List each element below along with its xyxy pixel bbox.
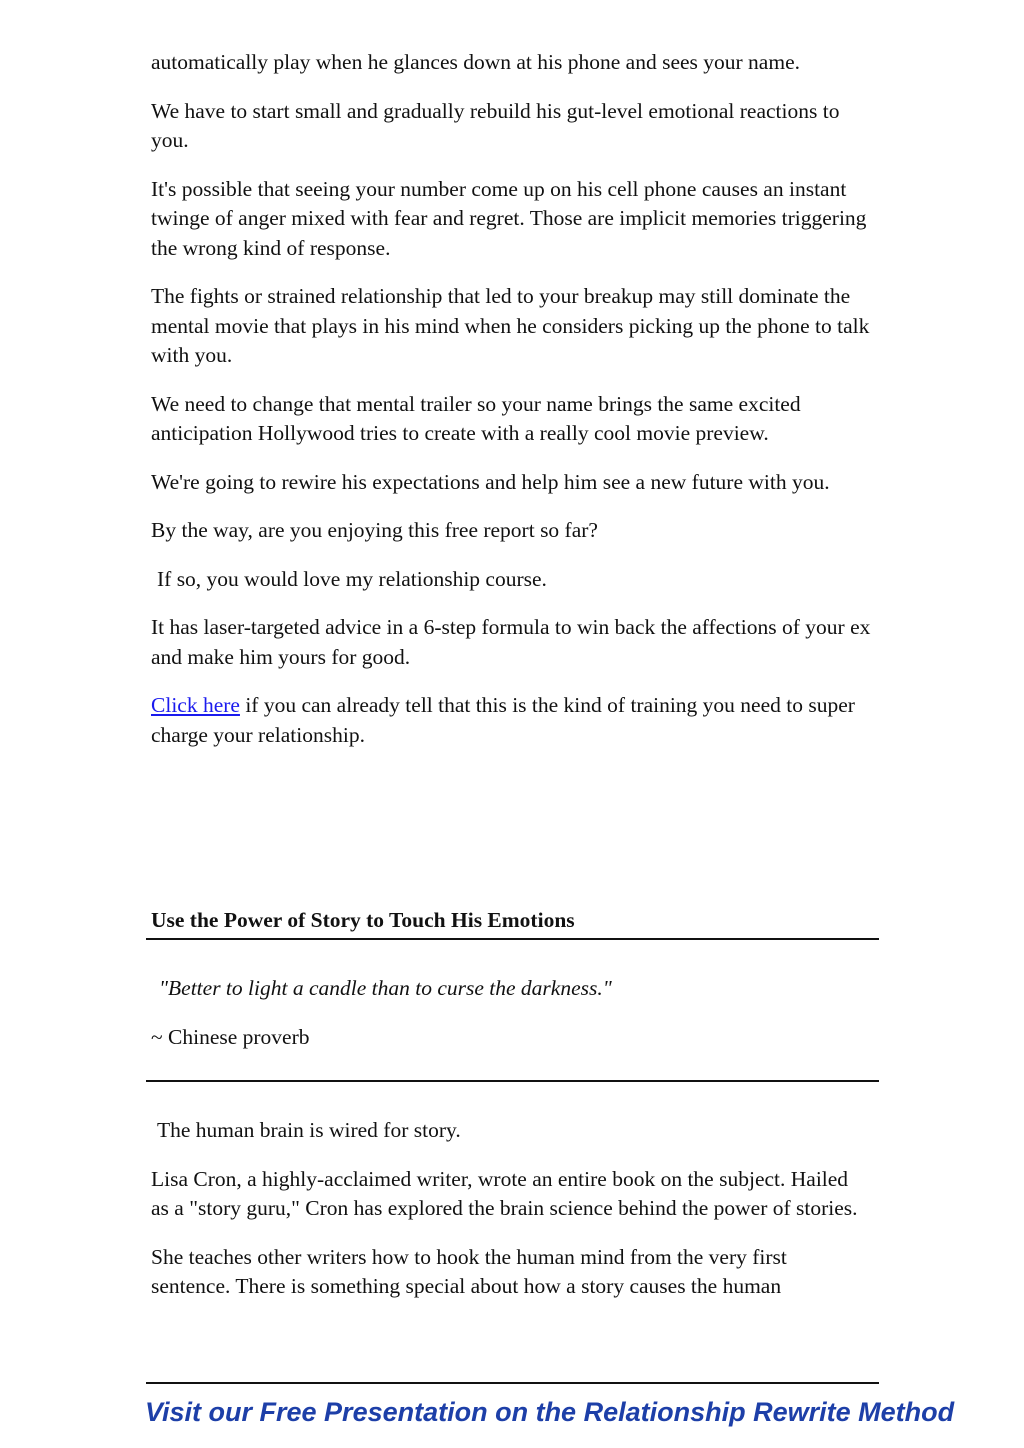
paragraph: We're going to rewire his expectations and help him see a new future with you. xyxy=(151,469,830,494)
heading-divider xyxy=(146,938,879,940)
paragraph: By the way, are you enjoying this free report so far? xyxy=(151,518,598,542)
paragraph: If so, you would love my relationship course. xyxy=(157,566,547,591)
footer-presentation-link[interactable]: Visit our Free Presentation on the Relationship Rewrite Method xyxy=(145,1397,955,1427)
quote-attribution: ~ Chinese proverb xyxy=(151,1025,310,1049)
cta-text: if you can already tell that this is the kind of training you need to super charge your relationship. xyxy=(151,693,855,747)
article-section-2 xyxy=(151,1116,871,1321)
paragraph: The human brain is wired for story. xyxy=(157,1118,461,1142)
paragraph: We have to start small and gradually rebuild his gut-level emotional reactions to you. xyxy=(151,98,840,152)
paragraph: automatically play when he glances down at his phone and sees your name. xyxy=(151,50,800,74)
footer-divider xyxy=(146,1382,879,1384)
article-section-1 xyxy=(151,48,871,769)
quote: "Better to light a candle than to curse the darkness." xyxy=(159,976,612,1000)
section-heading: Use the Power of Story to Touch His Emotions xyxy=(151,908,575,932)
paragraph: She teaches other writers how to hook the human mind from the very first sentence. There is something special about how a story causes the human xyxy=(151,1244,787,1298)
click-here-link[interactable]: Click here xyxy=(151,693,240,717)
paragraph: We need to change that mental trailer so your name brings the same excited anticipation Hollywood tries to create with a really cool movie preview. xyxy=(151,391,801,445)
paragraph: The fights or strained relationship that led to your breakup may still dominate the mental movie that plays in his mind when he considers picking up the phone to talk with you. xyxy=(151,284,870,367)
paragraph: Lisa Cron, a highly-acclaimed writer, wrote an entire book on the subject. Hailed as a "story guru," Cron has explored the brain science behind the power of stories. xyxy=(151,1166,858,1220)
cta-paragraph xyxy=(151,691,871,750)
paragraph: It has laser-targeted advice in a 6-step formula to win back the affections of your ex and make him yours for good. xyxy=(151,615,871,669)
quote-divider xyxy=(146,1080,879,1082)
paragraph: It's possible that seeing your number come up on his cell phone causes an instant twinge of anger mixed with fear and regret. Those are implicit memories triggering the wrong kind of response. xyxy=(151,176,867,260)
